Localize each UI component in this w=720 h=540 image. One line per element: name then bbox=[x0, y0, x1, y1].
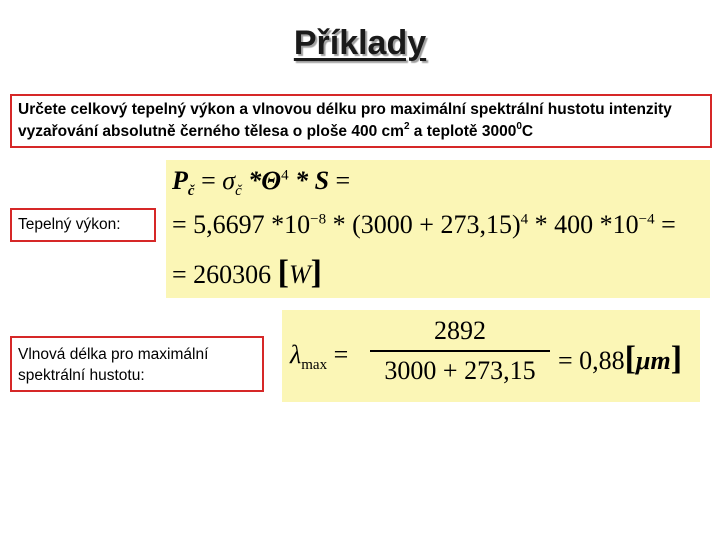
wavelength-fraction bbox=[370, 316, 550, 386]
fraction-denominator: 3000 + 273,15 bbox=[384, 356, 536, 385]
wavelength-formula bbox=[282, 310, 700, 402]
power-formula-line-1: $P_č = \sigma_č$ $*\Theta^4$ * S = bbox=[172, 166, 351, 200]
power-formula bbox=[166, 160, 710, 298]
fraction-numerator: 2892 bbox=[434, 316, 486, 345]
task-text: Určete celkový tepelný výkon a vlnovou délku pro maximální spektrální hustotu intenzity vyzařování absolutně černého tělesa o ploše 400 cm bbox=[18, 101, 672, 140]
wavelength-result: = 0,88[μm] bbox=[558, 340, 683, 377]
task-sup-degree: 0 bbox=[516, 120, 522, 132]
task-text-3: C bbox=[521, 123, 534, 140]
task-text-2: a teplotě 3000 bbox=[409, 123, 517, 140]
wavelength-lhs: $\lambda_{max}$ = bbox=[290, 340, 349, 374]
page-title: Příklady bbox=[293, 24, 427, 62]
task-sup-area: 2 bbox=[403, 120, 410, 132]
power-label: Tepelný výkon: bbox=[10, 208, 156, 242]
power-formula-line-3: = 260306 [W] bbox=[172, 254, 322, 291]
fraction-bar bbox=[370, 350, 550, 352]
task-box bbox=[10, 94, 712, 148]
wavelength-label: Vlnová délka pro maximální spektrální hustotu: bbox=[10, 336, 264, 392]
power-formula-line-2: = 5,6697 $*10^{-8} * (3000 + 273,15)^4 * 400$ $*10^{-4}$ = bbox=[172, 210, 676, 239]
